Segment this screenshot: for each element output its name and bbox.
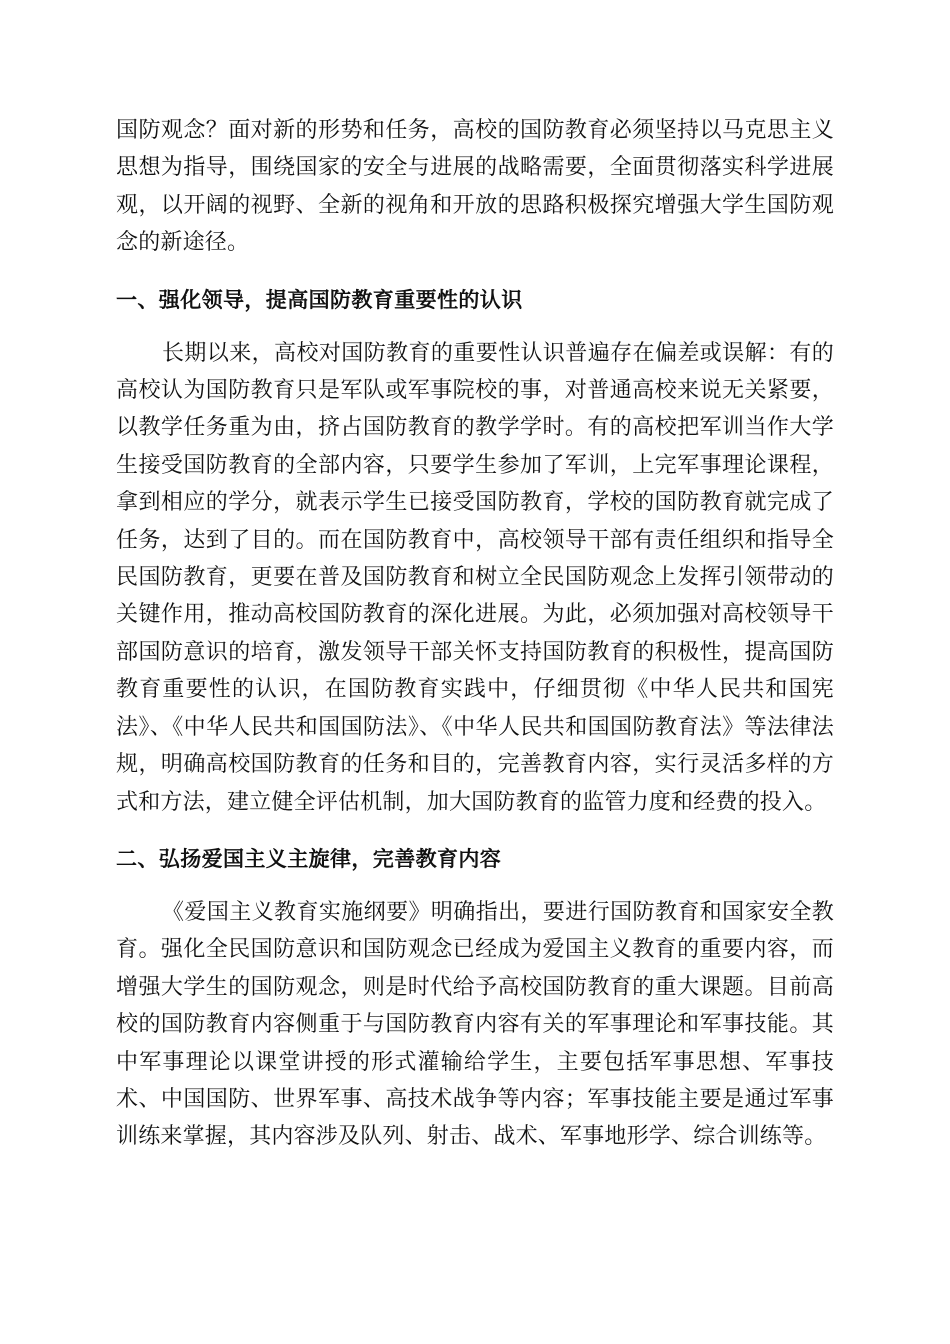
section-paragraph-2: 《爱国主义教育实施纲要》明确指出，要进行国防教育和国家安全教育。强化全民国防意识和国防观念已经成为爱国主义教育的重要内容，而增强大学生的国防观念，则是时代给予高校国防教育的重大课题。目前高校的国防教育内容侧重于与国防教育内容有关的军事理论和军事技能。其中军事理论以课堂讲授的形式灌输给学生，主要包括军事思想、军事技术、中国国防、世界军事、高技术战争等内容；军事技能主要是通过军事训练来掌握，其内容涉及队列、射击、战术、军事地形学、综合训练等。 <box>116 899 834 1150</box>
intro-paragraph: 国防观念？面对新的形势和任务，高校的国防教育必须坚持以马克思主义思想为指导，围绕国家的安全与进展的战略需要，全面贯彻落实科学进展观，以开阔的视野、全新的视角和开放的思路积极探究增强大学生国防观念的新途径。 <box>116 118 834 256</box>
section-heading-1: 一、强化领导，提高国防教育重要性的认识 <box>116 287 523 312</box>
document-body <box>116 112 834 1156</box>
section-heading-2: 二、弘扬爱国主义主旋律，完善教育内容 <box>116 846 502 871</box>
section-paragraph-1: 长期以来，高校对国防教育的重要性认识普遍存在偏差或误解：有的高校认为国防教育只是军队或军事院校的事，对普通高校来说无关紧要，以教学任务重为由，挤占国防教育的教学学时。有的高校把军训当作大学生接受国防教育的全部内容，只要学生参加了军训，上完军事理论课程，拿到相应的学分，就表示学生已接受国防教育，学校的国防教育就完成了任务，达到了目的。而在国防教育中，高校领导干部有责任组织和指导全民国防教育，更要在普及国防教育和树立全民国防观念上发挥引领带动的关键作用，推动高校国防教育的深化进展。为此，必须加强对高校领导干部国防意识的培育，激发领导干部关怀支持国防教育的积极性，提高国防教育重要性的认识，在国防教育实践中，仔细贯彻《中华人民共和国宪法》、《中华人民共和国国防法》、《中华人民共和国国防教育法》等法律法规，明确高校国防教育的任务和目的，完善教育内容，实行灵活多样的方式和方法，建立健全评估机制，加大国防教育的监管力度和经费的投入。 <box>116 340 834 815</box>
